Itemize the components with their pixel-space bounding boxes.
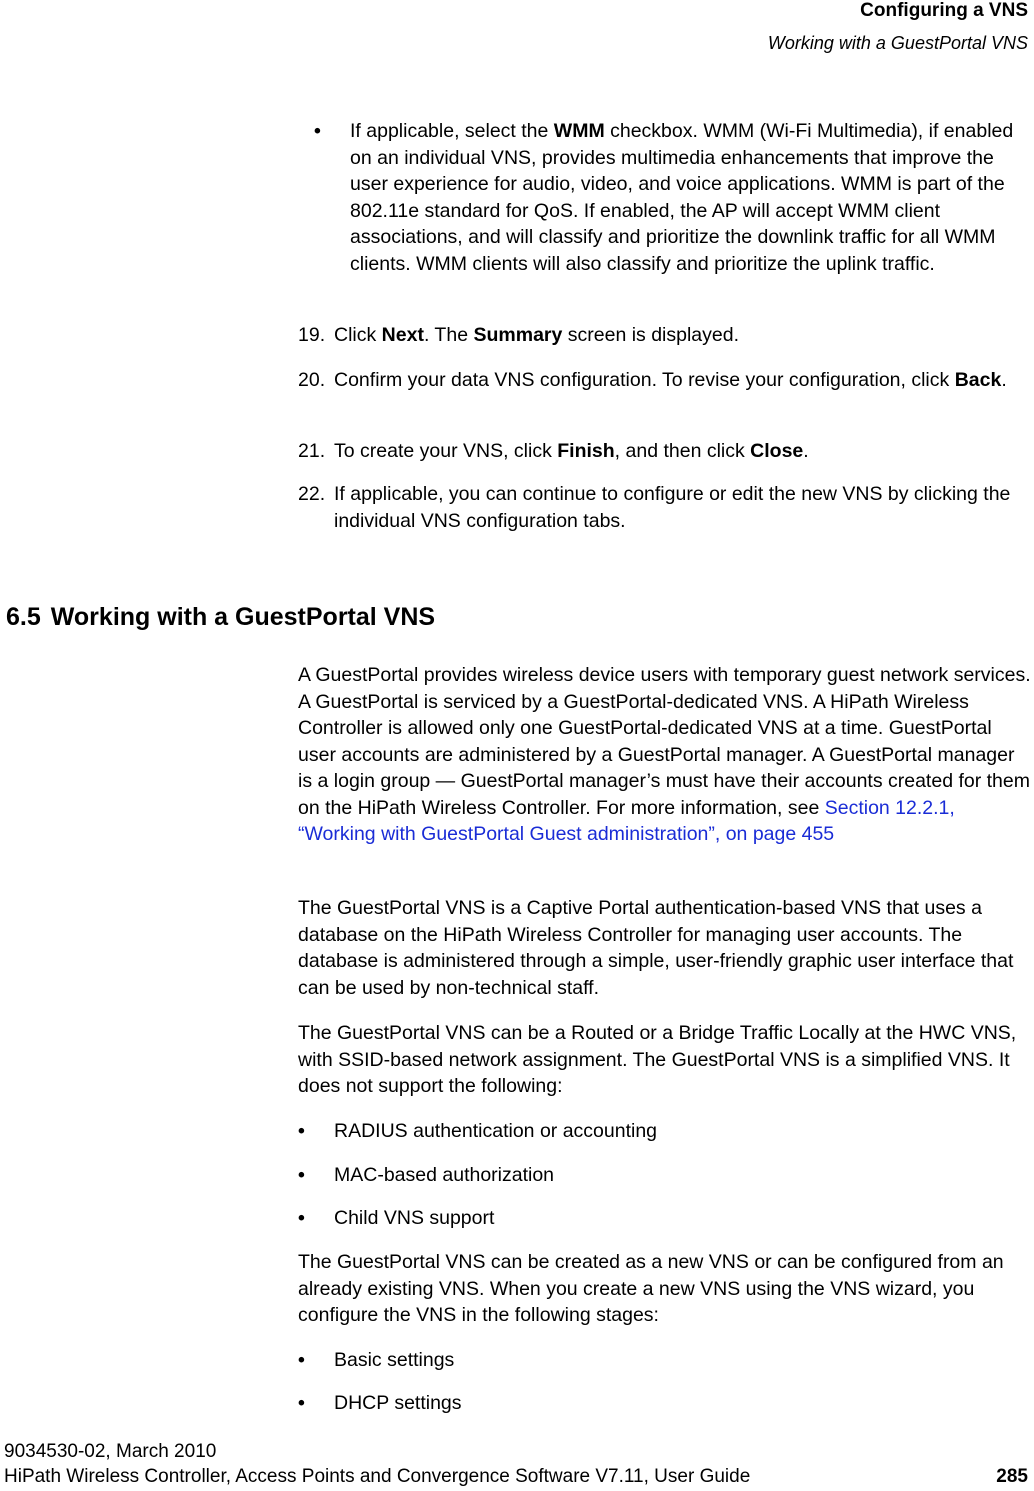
list-item: • RADIUS authentication or accounting <box>298 1118 657 1145</box>
paragraph-stages: The GuestPortal VNS can be created as a new VNS or can be configured from an already existing VNS. When you create a new VNS using the VNS wizard, you configure the VNS in the following stages: <box>298 1251 1004 1326</box>
header-chapter-title: Configuring a VNS <box>860 0 1028 21</box>
step-20: 20. Confirm your data VNS configuration. To revise your configuration, click Back. <box>298 369 1007 391</box>
paragraph-routed-bridge: The GuestPortal VNS can be a Routed or a Bridge Traffic Locally at the HWC VNS, with SSID-based network assignment. The GuestPortal VNS is a simplified VNS. It does not support the following: <box>298 1022 1017 1097</box>
paragraph-captive-portal: The GuestPortal VNS is a Captive Portal authentication-based VNS that uses a database on the HiPath Wireless Controller for managing user accounts. The database is administered through a simple, user-friendly graphic user interface that can be used by non-technical staff. <box>298 897 1014 999</box>
section-12-2-1-link[interactable]: Section 12.2.1, “Working with GuestPortal Guest administration”, on page 455 <box>298 796 955 845</box>
list-item: • Basic settings <box>298 1347 454 1374</box>
bullet-icon: • <box>298 1120 305 1142</box>
wmm-bullet-text: If applicable, select the WMM checkbox. WMM (Wi-Fi Multimedia), if enabled on an individual VNS, provides multimedia enhancements that improve the user experience for audio, video, and voice applications. WMM is part of the 802.11e standard for QoS. If enabled, the AP will accept WMM client associations, and will classify and prioritize the downlink traffic for all WMM clients. WMM clients will also classify and prioritize the uplink traffic. <box>350 120 1014 275</box>
footer-doc-title: HiPath Wireless Controller, Access Points and Convergence Software V7.11, User Guide <box>4 1466 751 1487</box>
summary-label: Summary <box>473 324 563 346</box>
wmm-label: WMM <box>553 120 605 142</box>
wmm-bullet-item <box>298 118 1028 277</box>
close-label: Close <box>750 440 804 462</box>
step-19: 19. Click Next. The Summary screen is displayed. <box>298 324 740 346</box>
list-item: • MAC-based authorization <box>298 1162 554 1189</box>
bullet-icon: • <box>298 1207 305 1229</box>
section-title: Working with a GuestPortal VNS <box>50 603 436 631</box>
paragraph-intro: A GuestPortal provides wireless device users with temporary guest network services. A GuestPortal is serviced by a GuestPortal-dedicated VNS. A HiPath Wireless Controller is allowed only one GuestPortal-dedicated VNS at a time. GuestPortal user accounts are administered by a GuestPortal manager. A GuestPortal manager is a login group — GuestPortal manager’s must have their accounts created for them on the HiPath Wireless Controller. For more information, see Section 12.2.1, “Working with GuestPortal Guest administration”, on page 455 <box>298 664 1031 845</box>
list-item: • Child VNS support <box>298 1205 494 1232</box>
list-item: • DHCP settings <box>298 1390 462 1417</box>
bullet-icon: • <box>298 1349 305 1371</box>
step-21: 21. To create your VNS, click Finish, and then click Close. <box>298 440 809 462</box>
section-heading <box>6 600 435 634</box>
section-number: 6.5 <box>6 603 41 631</box>
bullet-icon: • <box>298 1392 305 1414</box>
next-label: Next <box>381 324 424 346</box>
finish-label: Finish <box>557 440 615 462</box>
page-number: 285 <box>996 1466 1028 1487</box>
back-label: Back <box>954 369 1002 391</box>
bullet-icon: • <box>298 1164 305 1186</box>
header-section-title: Working with a GuestPortal VNS <box>767 33 1028 53</box>
bullet-icon: • <box>314 120 321 142</box>
footer-doc-id: 9034530-02, March 2010 <box>4 1441 217 1462</box>
step-22: 22. If applicable, you can continue to configure or edit the new VNS by clicking the individual VNS configuration tabs. <box>298 483 1011 532</box>
